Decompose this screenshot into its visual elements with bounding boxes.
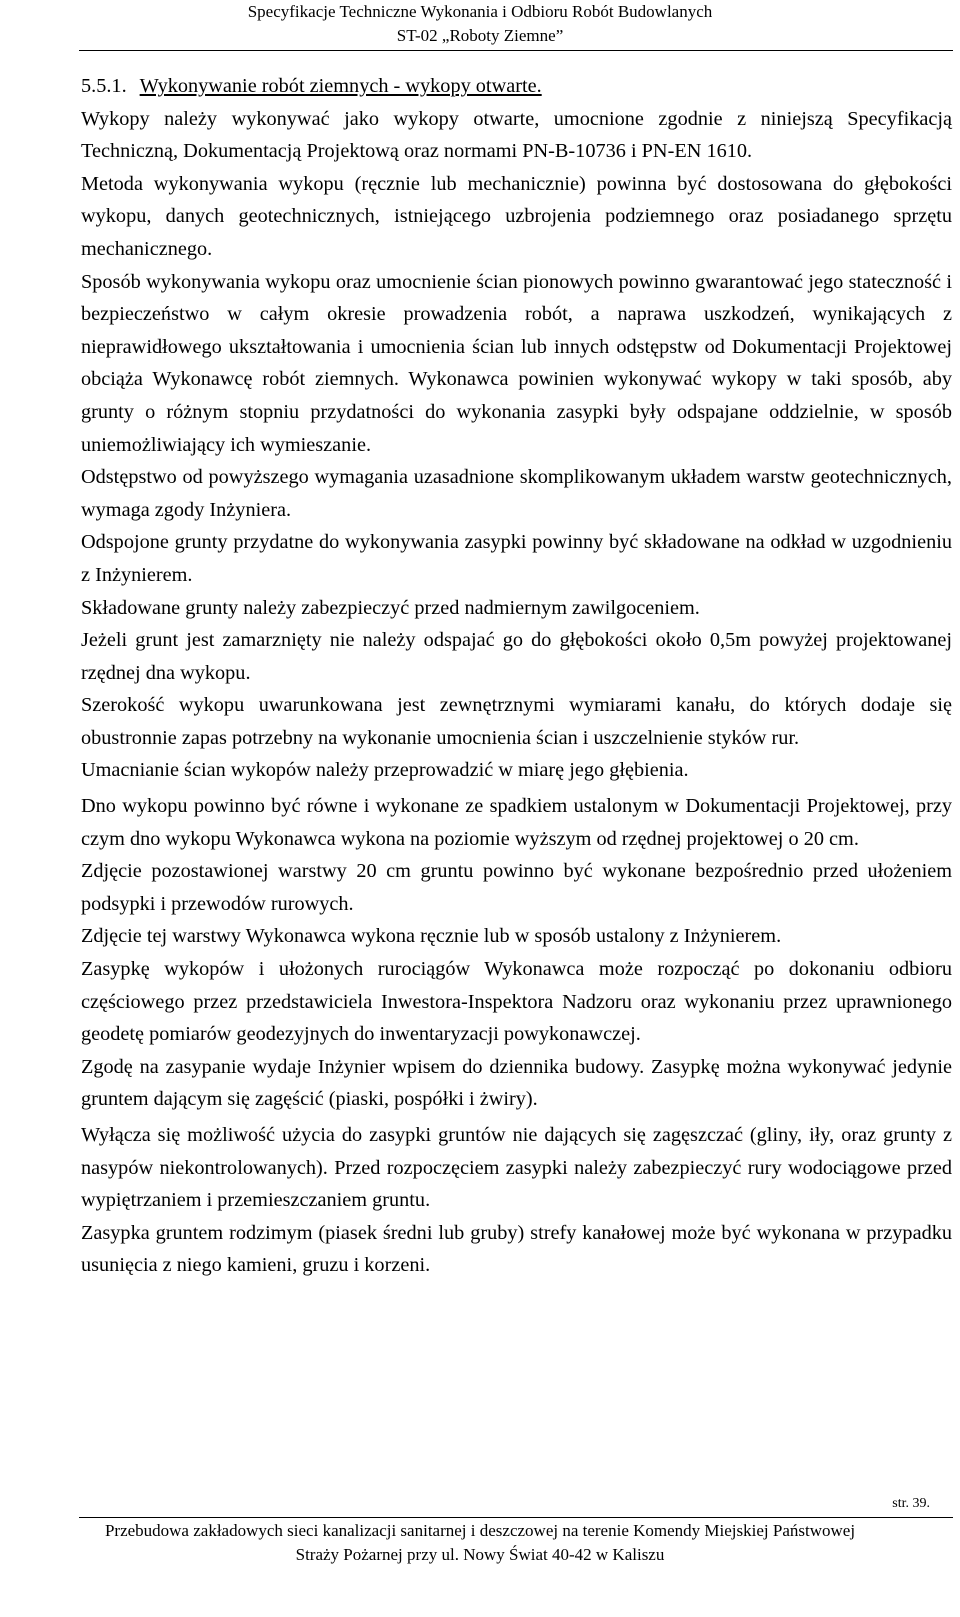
page-footer bbox=[0, 1517, 960, 1567]
header-subtitle-line: ST-02 „Roboty Ziemne” bbox=[396, 26, 564, 45]
section-number: 5.5.1. bbox=[81, 75, 127, 97]
section-heading bbox=[81, 70, 952, 103]
paragraph: Zasypkę wykopów i ułożonych rurociągów Wykonawca może rozpocząć po dokonaniu odbioru częściowego przez przedstawiciela Inwestora-Inspektora Nadzoru oraz wykonaniu przez uprawnionego geodetę pomiarów geodezyjnych do inwentaryzacji powykonawczej. bbox=[81, 958, 952, 1046]
footer-line: Straży Pożarnej przy ul. Nowy Świat 40-42 w Kaliszu bbox=[295, 1545, 665, 1564]
paragraph: Zdjęcie pozostawionej warstwy 20 cm gruntu powinno być wykonane bezpośrednio przed ułożeniem podsypki i przewodów rurowych. bbox=[81, 860, 952, 915]
paragraph: Składowane grunty należy zabezpieczyć przed nadmiernym zawilgoceniem. bbox=[81, 596, 700, 619]
paragraph: Metoda wykonywania wykopu (ręcznie lub mechanicznie) powinna być dostosowana do głębokości wykopu, danych geotechnicznych, istniejącego uzbrojenia podziemnego oraz posiadanego sprzętu mechanicznego. bbox=[81, 172, 952, 260]
paragraph: Jeżeli grunt jest zamarznięty nie należy odspajać go do głębokości około 0,5m powyżej projektowanej rzędnej dna wykopu. bbox=[81, 629, 952, 684]
footer-divider bbox=[79, 1517, 953, 1518]
document-body bbox=[81, 70, 952, 1282]
header-divider bbox=[79, 50, 953, 51]
paragraph: Odspojone grunty przydatne do wykonywania zasypki powinny być składowane na odkład w uzgodnieniu z Inżynierem. bbox=[81, 531, 952, 586]
paragraph: Dno wykopu powinno być równe i wykonane ze spadkiem ustalonym w Dokumentacji Projektowej, przy czym dno wykopu Wykonawca wykona na poziomie wyższym od rzędnej projektowej o 20 cm. bbox=[81, 795, 952, 850]
paragraph: Umacnianie ścian wykopów należy przeprowadzić w miarę jego głębienia. bbox=[81, 759, 689, 782]
page-header bbox=[0, 0, 960, 48]
footer-line: Przebudowa zakładowych sieci kanalizacji sanitarnej i deszczowej na terenie Komendy Miejskiej Państwowej bbox=[104, 1521, 856, 1540]
paragraph: Zasypka gruntem rodzimym (piasek średni lub gruby) strefy kanałowej może być wykonana w przypadku usunięcia z niego kamieni, gruzu i korzeni. bbox=[81, 1221, 952, 1277]
page-number: str. 39. bbox=[892, 1496, 930, 1511]
paragraph: Szerokość wykopu uwarunkowana jest zewnętrznymi wymiarami kanału, do których dodaje się obustronnie zapas potrzebny na wykonanie umocnienia ścian i uszczelnienie styków rur. bbox=[81, 694, 952, 749]
paragraph: Odstępstwo od powyższego wymagania uzasadnione skomplikowanym układem warstw geotechnicznych, wymaga zgody Inżyniera. bbox=[81, 466, 952, 521]
paragraph: Sposób wykonywania wykopu oraz umocnienie ścian pionowych powinno gwarantować jego stateczność i bezpieczeństwo w całym okresie prowadzenia robót, a naprawa uszkodzeń, wynikających z nieprawidłowego ukształtowania i umocnienia ścian lub innych odstępstw od Dokumentacji Projektowej obciąża Wykonawcę robót ziemnych. Wykonawca powinien wykonywać wykopy w taki sposób, aby grunty o różnym stopniu przydatności do wykonania zasypki były odspajane oddzielnie, w sposób uniemożliwiający ich wymieszanie. bbox=[81, 270, 952, 456]
paragraph: Zdjęcie tej warstwy Wykonawca wykona ręcznie lub w sposób ustalony z Inżynierem. bbox=[81, 925, 782, 948]
paragraph: Wyłącza się możliwość użycia do zasypki gruntów nie dających się zagęszczać (gliny, iły, oraz grunty z nasypów niekontrolowanych). Przed rozpoczęciem zasypki należy zabezpieczyć rury wodociągowe przed wypiętrzaniem i przemieszczaniem gruntu. bbox=[81, 1124, 952, 1212]
paragraph: Zgodę na zasypanie wydaje Inżynier wpisem do dziennika budowy. Zasypkę można wykonywać jedynie gruntem dającym się zagęścić (piaski, pospółki i żwiry). bbox=[81, 1055, 952, 1111]
header-title-line: Specyfikacje Techniczne Wykonania i Odbioru Robót Budowlanych bbox=[247, 2, 713, 21]
section-title: Wykonywanie robót ziemnych - wykopy otwarte. bbox=[139, 75, 542, 97]
paragraph: Wykopy należy wykonywać jako wykopy otwarte, umocnione zgodnie z niniejszą Specyfikacją Techniczną, Dokumentacją Projektową oraz normami PN-B-10736 i PN-EN 1610. bbox=[81, 107, 952, 163]
